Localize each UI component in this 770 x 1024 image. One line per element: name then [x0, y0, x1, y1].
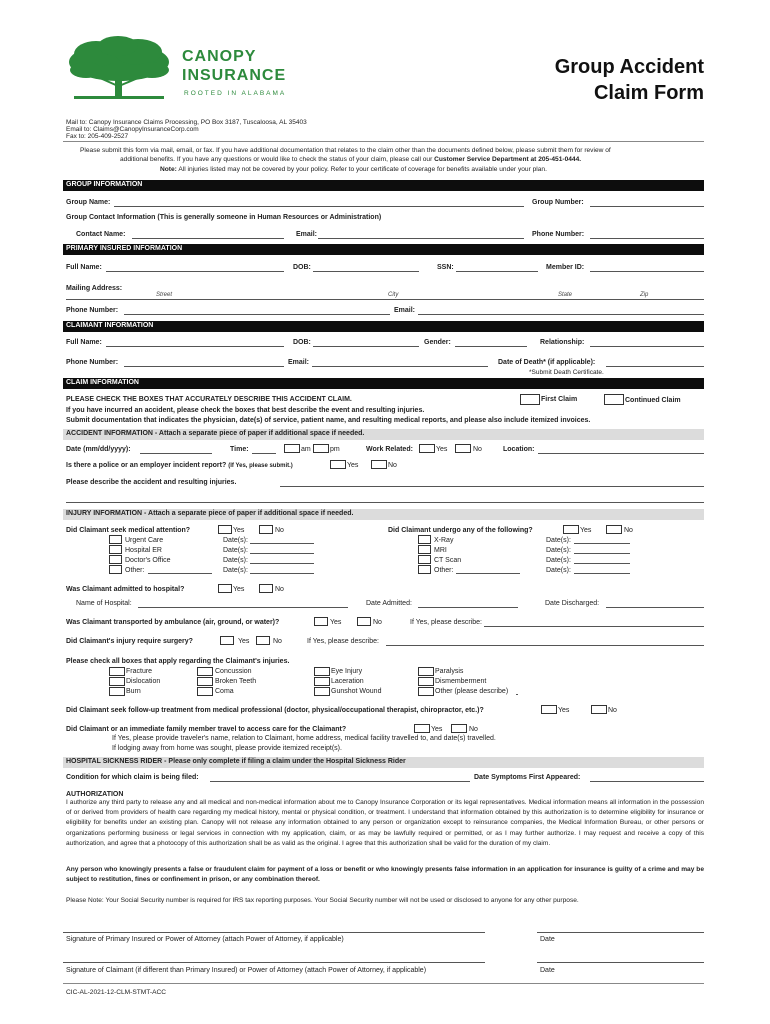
claimant-full-name-label: Full Name:: [66, 339, 102, 346]
fraud-warning: Any person who knowingly presents a false or fraudulent claim for payment of a loss or benefit or who knowingly presents false information in an application for insurance is guilty of a crime and may be subject to restitution, fines or confinement in prison, or any combination thereof.: [66, 866, 704, 884]
primary-mailing-field[interactable]: [66, 299, 704, 300]
injury-other-field[interactable]: [516, 694, 518, 695]
claimant-gender-label: Gender:: [424, 339, 451, 346]
contact-email-label: Email:: [296, 231, 318, 238]
primary-signature-field[interactable]: [63, 932, 485, 933]
followup-yes-label: Yes: [558, 707, 570, 714]
travel-label: Did Claimant or an immediate family member travel to access care for the Claimant?: [66, 726, 347, 733]
dismemberment-label: Dismemberment: [435, 678, 487, 685]
ssn-note: Please Note: Your Social Security number is required for IRS tax reporting purposes. Your Social Security number will not be used or disclosed to anyone for any other purpose.: [66, 897, 579, 904]
accident-information-header: ACCIDENT INFORMATION - Attach a separate piece of paper if additional space if needed.: [63, 429, 704, 440]
travel-yes-label: Yes: [431, 726, 443, 733]
check-all-injuries-label: Please check all boxes that apply regarding the Claimant's injuries.: [66, 658, 290, 665]
seek-no-label: No: [275, 527, 284, 534]
police-report-label: Is there a police or an employer incident report? (If Yes, please submit.): [66, 462, 293, 469]
test-other-dates-label: Date(s):: [546, 567, 571, 574]
surgery-yes-label: Yes: [238, 638, 250, 645]
travel-note-2: If lodging away from home was sought, please provide itemized receipt(s).: [112, 745, 342, 752]
test-other-field[interactable]: [456, 573, 520, 574]
care-other-checkbox[interactable]: [109, 565, 122, 574]
travel-yes-checkbox[interactable]: [414, 724, 430, 733]
date-admitted-label: Date Admitted:: [366, 600, 412, 607]
injury-other-label: Other (please describe): [435, 688, 509, 695]
tree-logo-icon: [66, 36, 172, 102]
date-discharged-label: Date Discharged:: [545, 600, 600, 607]
mri-dates-field[interactable]: [574, 553, 630, 554]
travel-no-checkbox[interactable]: [451, 724, 467, 733]
xray-checkbox[interactable]: [418, 535, 431, 544]
group-contact-heading: Group Contact Information (This is generally someone in Human Resources or Administration): [66, 214, 382, 221]
admitted-yes-label: Yes: [233, 586, 245, 593]
contact-name-label: Contact Name:: [76, 231, 126, 238]
urgent-care-label: Urgent Care: [125, 537, 164, 544]
work-related-no-label: No: [473, 446, 482, 453]
group-information-header: GROUP INFORMATION: [63, 180, 704, 191]
hospital-er-checkbox[interactable]: [109, 545, 122, 554]
accident-date-field[interactable]: [140, 453, 212, 454]
ambulance-yes-label: Yes: [330, 619, 342, 626]
police-yes-checkbox[interactable]: [330, 460, 346, 469]
ct-scan-label: CT Scan: [434, 557, 462, 564]
surgery-describe-field[interactable]: [386, 645, 704, 646]
ct-scan-dates-label: Date(s):: [546, 557, 571, 564]
intro-line2: additional benefits. If you have any questions or would like to check the status of your claim, please call our Customer Service Department at 205-451-0444.: [120, 156, 582, 163]
test-other-label: Other:: [434, 567, 454, 574]
claimant-email-field[interactable]: [312, 366, 488, 367]
laceration-checkbox[interactable]: [314, 677, 330, 686]
injury-other-checkbox[interactable]: [418, 687, 434, 696]
primary-ssn-label: SSN:: [437, 264, 454, 271]
undergo-yes-label: Yes: [580, 527, 592, 534]
care-other-dates-field[interactable]: [250, 573, 314, 574]
claimant-phone-label: Phone Number:: [66, 359, 119, 366]
concussion-checkbox[interactable]: [197, 667, 213, 676]
primary-member-id-label: Member ID:: [546, 264, 585, 271]
primary-dob-label: DOB:: [293, 264, 311, 271]
broken-teeth-checkbox[interactable]: [197, 677, 213, 686]
travel-no-label: No: [469, 726, 478, 733]
paralysis-label: Paralysis: [435, 668, 464, 675]
burn-label: Burn: [126, 688, 141, 695]
police-no-checkbox[interactable]: [371, 460, 387, 469]
describe-accident-field-line2[interactable]: [66, 502, 704, 503]
first-claim-label: First Claim: [541, 396, 578, 403]
ambulance-label: Was Claimant transported by ambulance (air, ground, or water)?: [66, 619, 280, 626]
undergo-no-label: No: [624, 527, 633, 534]
ambulance-yes-checkbox[interactable]: [314, 617, 328, 626]
undergo-no-checkbox[interactable]: [606, 525, 622, 534]
date-admitted-field[interactable]: [418, 607, 518, 608]
mri-checkbox[interactable]: [418, 545, 431, 554]
claimant-email-label: Email:: [288, 359, 310, 366]
form-code: CIC-AL-2021-12-CLM-STMT-ACC: [66, 989, 167, 996]
claimant-gender-field[interactable]: [455, 346, 527, 347]
mri-dates-label: Date(s):: [546, 547, 571, 554]
hospital-er-label: Hospital ER: [125, 547, 162, 554]
gunshot-wound-checkbox[interactable]: [314, 687, 330, 696]
urgent-care-dates-field[interactable]: [250, 543, 314, 544]
claimant-dob-label: DOB:: [293, 339, 311, 346]
primary-email-field[interactable]: [418, 314, 704, 315]
laceration-label: Laceration: [331, 678, 364, 685]
dislocation-label: Dislocation: [126, 678, 161, 685]
symptoms-date-label: Date Symptoms First Appeared:: [474, 774, 581, 781]
describe-accident-field[interactable]: [280, 486, 704, 487]
continued-claim-checkbox[interactable]: [604, 394, 624, 405]
death-certificate-note: *Submit Death Certificate.: [529, 369, 604, 376]
claim-submit-text: Submit documentation that indicates the physician, date(s) of service, patient name, and resulting medical reports, and please also include itemized invoices.: [66, 417, 591, 424]
claim-information-header: CLAIM INFORMATION: [63, 378, 704, 389]
continued-claim-label: Continued Claim: [625, 397, 681, 404]
symptoms-date-field[interactable]: [590, 781, 704, 782]
primary-phone-field[interactable]: [124, 314, 390, 315]
coma-label: Coma: [215, 688, 234, 695]
followup-no-label: No: [608, 707, 617, 714]
urgent-care-dates-label: Date(s):: [223, 537, 248, 544]
am-checkbox[interactable]: [284, 444, 300, 453]
primary-signature-date-field[interactable]: [537, 932, 704, 933]
paralysis-checkbox[interactable]: [418, 667, 434, 676]
mail-address: Mail to: Canopy Insurance Claims Processing, PO Box 3187, Tuscaloosa, AL 35403: [66, 119, 307, 126]
claimant-death-field[interactable]: [606, 366, 704, 367]
ambulance-describe-label: If Yes, please describe:: [410, 619, 482, 626]
form-title-line1: Group Accident: [554, 56, 704, 78]
city-caption: City: [388, 292, 399, 298]
date-discharged-field[interactable]: [606, 607, 704, 608]
dislocation-checkbox[interactable]: [109, 677, 125, 686]
location-field[interactable]: [538, 453, 704, 454]
claim-incurred-text: If you have incurred an accident, please check the boxes that best describe the event and resulting injuries.: [66, 407, 425, 414]
surgery-no-checkbox[interactable]: [256, 636, 270, 645]
broken-teeth-label: Broken Teeth: [215, 678, 257, 685]
am-label: am: [301, 446, 311, 453]
surgery-yes-checkbox[interactable]: [220, 636, 234, 645]
admitted-no-checkbox[interactable]: [259, 584, 273, 593]
primary-email-label: Email:: [394, 307, 416, 314]
xray-dates-field[interactable]: [574, 543, 630, 544]
hospital-name-label: Name of Hospital:: [76, 600, 132, 607]
company-tagline: ROOTED IN ALABAMA: [184, 90, 287, 97]
followup-yes-checkbox[interactable]: [541, 705, 557, 714]
claimant-relationship-label: Relationship:: [540, 339, 585, 346]
primary-dob-field[interactable]: [313, 271, 419, 272]
group-number-field[interactable]: [590, 206, 704, 207]
describe-accident-label: Please describe the accident and resulting injuries.: [66, 479, 237, 486]
pm-label: pm: [330, 446, 340, 453]
primary-date-label: Date: [540, 936, 555, 943]
state-caption: State: [558, 292, 573, 298]
location-label: Location:: [503, 446, 535, 453]
accident-time-label: Time:: [230, 446, 249, 453]
admitted-yes-checkbox[interactable]: [218, 584, 232, 593]
intro-note: Note: All injuries listed may not be covered by your policy. Refer to your certificate of coverage for benefits available under your plan.: [160, 166, 547, 173]
fax-number: Fax to: 205-409-2527: [66, 133, 129, 140]
condition-label: Condition for which claim is being filed:: [66, 774, 199, 781]
authorization-heading: AUTHORIZATION: [66, 791, 124, 798]
gunshot-wound-label: Gunshot Wound: [331, 688, 382, 695]
doctors-office-dates-field[interactable]: [250, 563, 314, 564]
contact-phone-label: Phone Number:: [532, 231, 585, 238]
email-address: Email to: Claims@CanopyInsuranceCorp.com: [66, 126, 199, 133]
concussion-label: Concussion: [215, 668, 252, 675]
group-name-label: Group Name:: [66, 199, 111, 206]
primary-full-name-field[interactable]: [106, 271, 284, 272]
first-claim-checkbox[interactable]: [520, 394, 540, 405]
hospital-sickness-header: HOSPITAL SICKNESS RIDER - Please only complete if filing a claim under the Hospital Sickness Rider: [63, 757, 704, 768]
group-number-label: Group Number:: [532, 199, 584, 206]
intro-line1: Please submit this form via mail, email, or fax. If you have additional documentation that relates to the claim other than the documents defined below, please submit them for review of: [80, 147, 611, 154]
coma-checkbox[interactable]: [197, 687, 213, 696]
surgery-describe-label: If Yes, please describe:: [307, 638, 379, 645]
work-related-yes-checkbox[interactable]: [419, 444, 435, 453]
work-related-label: Work Related:: [366, 446, 413, 453]
care-other-field[interactable]: [148, 573, 212, 574]
hospital-name-field[interactable]: [138, 607, 348, 608]
form-title-line2: Claim Form: [593, 82, 704, 104]
travel-note-1: If Yes, please provide traveler's name, relation to Claimant, home address, medical facility travelled to, and date(s) travelled.: [112, 735, 496, 742]
claimant-information-header: CLAIMANT INFORMATION: [63, 321, 704, 332]
burn-checkbox[interactable]: [109, 687, 125, 696]
mri-label: MRI: [434, 547, 447, 554]
ambulance-describe-field[interactable]: [484, 626, 704, 627]
surgery-no-label: No: [273, 638, 282, 645]
admitted-label: Was Claimant admitted to hospital?: [66, 586, 185, 593]
care-other-dates-label: Date(s):: [223, 567, 248, 574]
condition-field[interactable]: [210, 781, 470, 782]
seek-yes-checkbox[interactable]: [218, 525, 232, 534]
care-other-label: Other:: [125, 567, 145, 574]
contact-email-field[interactable]: [318, 238, 524, 239]
seek-no-checkbox[interactable]: [259, 525, 273, 534]
claim-check-instruction: PLEASE CHECK THE BOXES THAT ACCURATELY DESCRIBE THIS ACCIDENT CLAIM.: [66, 396, 352, 403]
ambulance-no-checkbox[interactable]: [357, 617, 371, 626]
test-other-checkbox[interactable]: [418, 565, 431, 574]
company-name-line2: INSURANCE: [182, 67, 287, 84]
primary-mailing-label: Mailing Address:: [66, 285, 123, 292]
police-no-label: No: [388, 462, 397, 469]
claimant-death-label: Date of Death* (if applicable):: [498, 359, 596, 366]
claimant-relationship-field[interactable]: [590, 346, 704, 347]
work-related-yes-label: Yes: [436, 446, 448, 453]
claimant-signature-label: Signature of Claimant (if different than Primary Insured) or Power of Attorney (attach Power of Attorney, if applicable): [66, 967, 427, 974]
injury-information-header: INJURY INFORMATION - Attach a separate piece of paper if additional space if needed.: [63, 509, 704, 520]
undergo-yes-checkbox[interactable]: [563, 525, 579, 534]
street-caption: Street: [156, 292, 173, 298]
fracture-label: Fracture: [126, 668, 153, 675]
accident-date-label: Date (mm/dd/yyyy):: [66, 446, 131, 453]
hospital-er-dates-field[interactable]: [250, 553, 314, 554]
test-other-dates-field[interactable]: [574, 573, 630, 574]
claimant-dob-field[interactable]: [313, 346, 419, 347]
urgent-care-checkbox[interactable]: [109, 535, 122, 544]
claimant-signature-date-field[interactable]: [537, 962, 704, 963]
primary-ssn-field[interactable]: [456, 271, 538, 272]
undergo-label: Did Claimant undergo any of the following?: [388, 527, 533, 534]
doctors-office-dates-label: Date(s):: [223, 557, 248, 564]
primary-signature-label: Signature of Primary Insured or Power of Attorney (attach Power of Attorney, if applicable): [66, 936, 344, 943]
primary-member-id-field[interactable]: [590, 271, 704, 272]
hospital-er-dates-label: Date(s):: [223, 547, 248, 554]
ct-scan-dates-field[interactable]: [574, 563, 630, 564]
xray-label: X-Ray: [434, 537, 454, 544]
dismemberment-checkbox[interactable]: [418, 677, 434, 686]
xray-dates-label: Date(s):: [546, 537, 571, 544]
claimant-phone-field[interactable]: [124, 366, 284, 367]
pm-checkbox[interactable]: [313, 444, 329, 453]
ambulance-no-label: No: [373, 619, 382, 626]
seek-yes-label: Yes: [233, 527, 245, 534]
authorization-text: I authorize any third party to release any and all medical and non-medical information about me to Canopy Insurance Corporation or its legal representatives. Medical information means all information in the possession of or derived from providers of health care regarding my medical history, mental or physical condition, or treatment. I understand that information obtained by this authorization is to determine eligibility for insurance or eligibility for benefits under an existing plan. Canopy will not release any information obtained to any person or organization except to reinsurance companies, the Medical Information Bureau, or other persons or organizations performing business or legal services in connection with my application, claim, or as may be lawfully required or permitted, or as I may further authorize. I may request and receive a copy of this authorization, and agree that a photocopy of this authorization shall be as valid as the original. I agree that this authorization shall be valid for the duration of my claim.: [66, 799, 704, 847]
primary-phone-label: Phone Number:: [66, 307, 119, 314]
ct-scan-checkbox[interactable]: [418, 555, 431, 564]
eye-injury-checkbox[interactable]: [314, 667, 330, 676]
eye-injury-label: Eye Injury: [331, 668, 363, 675]
doctors-office-label: Doctor's Office: [125, 557, 171, 564]
contact-phone-field[interactable]: [590, 238, 704, 239]
contact-name-field[interactable]: [132, 238, 284, 239]
work-related-no-checkbox[interactable]: [455, 444, 471, 453]
claimant-date-label: Date: [540, 967, 555, 974]
zip-caption: Zip: [640, 292, 649, 298]
seek-attention-label: Did Claimant seek medical attention?: [66, 527, 191, 534]
primary-full-name-label: Full Name:: [66, 264, 102, 271]
primary-insured-header: PRIMARY INSURED INFORMATION: [63, 244, 704, 255]
accident-time-field[interactable]: [252, 453, 276, 454]
fracture-checkbox[interactable]: [109, 667, 125, 676]
company-name-line1: CANOPY: [182, 48, 257, 65]
surgery-label: Did Claimant's injury require surgery?: [66, 638, 193, 645]
claimant-signature-field[interactable]: [63, 962, 485, 963]
claimant-full-name-field[interactable]: [106, 346, 284, 347]
police-yes-label: Yes: [347, 462, 359, 469]
followup-no-checkbox[interactable]: [591, 705, 607, 714]
followup-label: Did Claimant seek follow-up treatment from medical professional (doctor, physical/occupational therapist, chiropractor, etc.)?: [66, 707, 484, 714]
group-name-field[interactable]: [114, 206, 524, 207]
admitted-no-label: No: [275, 586, 284, 593]
doctors-office-checkbox[interactable]: [109, 555, 122, 564]
